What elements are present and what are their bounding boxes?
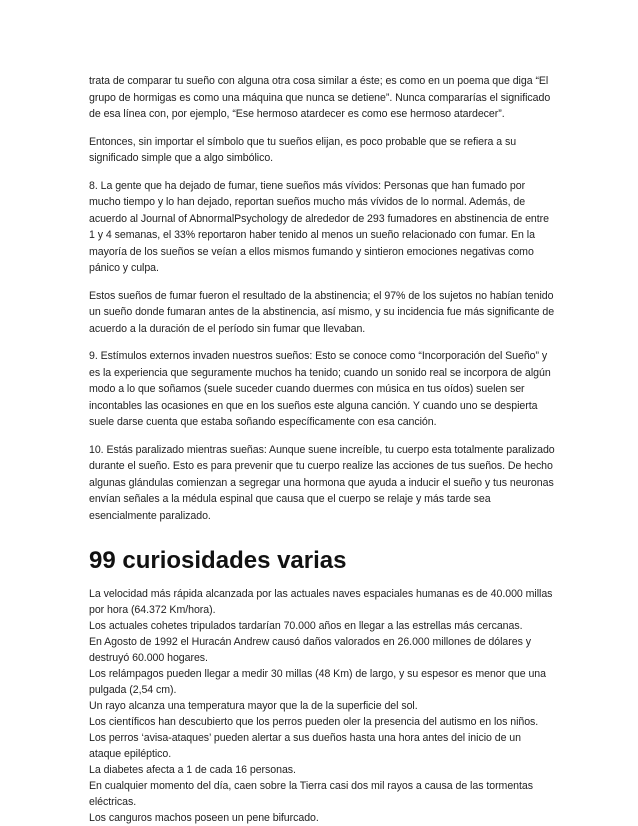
fact-item: En cualquier momento del día, caen sobre la Tierra casi dos mil rayos a causa de las tormentas eléctricas. — [89, 780, 533, 808]
fact-item: Los relámpagos pueden llegar a medir 30 millas (48 Km) de largo, y su espesor es menor que una pulgada (2,54 cm). — [89, 668, 546, 696]
paragraph-sleep-paralysis: 10. Estás paralizado mientras sueñas: Aunque suene increíble, tu cuerpo esta totalmente paralizado durante el sueño. Esto es para prevenir que tu cuerpo realize las acciones de tus sueños. De hecho algunas glándulas comienzan a segregar una hormona que ayuda a inducir el sueño y tus neuronas envían señales a la médula espinal que causa que el cuerpo se relaje y más tarde sea esencialmente paralizado. — [89, 443, 555, 522]
paragraph-symbol-meaning: Entonces, sin importar el símbolo que tu sueños elijan, es poco probable que se refiera a su significado simple que a algo simbólico. — [89, 135, 517, 164]
fact-item: La diabetes afecta a 1 de cada 16 personas. — [89, 764, 296, 776]
fact-item: Los perros ‘avisa-ataques’ pueden alertar a sus dueños hasta una hora antes del inicio de un ataque epiléptico. — [89, 732, 521, 760]
fact-item: Los canguros machos poseen un pene bifurcado. — [89, 812, 319, 824]
paragraph-smoking-abstinence: Estos sueños de fumar fueron el resultado de la abstinencia; el 97% de los sujetos no habían tenido un sueño donde fumaran antes de la abstinencia, así mismo, y su incidencia fue más significante de acuerdo a la duración de el período sin fumar que llevaban. — [89, 289, 555, 335]
fact-item: En Agosto de 1992 el Huracán Andrew causó daños valorados en 26.000 millones de dólares y destruyó 60.000 hogares. — [89, 636, 531, 664]
paragraph-external-stimuli: 9. Estímulos externos invaden nuestros sueños: Esto se conoce como “Incorporación del Sueño” y es la experiencia que seguramente muchos ha tenido; cuando un sonido real se incorpora de algún modo a lo que soñamos (suele suceder cuando duermes con música en tus oídos) suelen ser incontables las ocasiones en que en los sueños este alguna canción. Y cuando uno se despierta suele darse cuenta que estaba soñando específicamente con esa canción. — [89, 350, 551, 428]
document-page — [89, 73, 555, 826]
facts-list — [89, 586, 555, 826]
paragraph-dream-comparison: trata de comparar tu sueño con alguna otra cosa similar a éste; es como en un poema que diga “El grupo de hormigas es como una máquina que nunca se detiene”. Nunca compararías el significado de esa línea con, por ejemplo, “Ese hermoso atardecer es como ese hermoso atardecer”. — [89, 75, 551, 120]
paragraph-quit-smoking-dreams: 8. La gente que ha dejado de fumar, tiene sueños más vívidos: Personas que han fumado por mucho tiempo y lo han dejado, reportan sueños mucho más vívidos de lo normal. Además, de acuerdo al Journal of AbnormalPsychology de alrededor de 293 fumadores en abstinencia de entre 1 y 4 semanas, el 33% reportaron haber tenido al menos un sueño relacionado con fumar. En la mayoría de los sueños se veían a ellos mismos fumando y sintieron emociones negativas como pánico y culpa. — [89, 179, 549, 274]
fact-item: La velocidad más rápida alcanzada por las actuales naves espaciales humanas es de 40.000 millas por hora (64.372 Km/hora). — [89, 588, 553, 616]
fact-item: Los actuales cohetes tripulados tardarían 70.000 años en llegar a las estrellas más cercanas. — [89, 620, 523, 632]
fact-item: Un rayo alcanza una temperatura mayor que la de la superficie del sol. — [89, 700, 418, 712]
fact-item: Los científicos han descubierto que los perros pueden oler la presencia del autismo en los niños. — [89, 716, 539, 728]
section-heading: 99 curiosidades varias — [89, 547, 347, 574]
